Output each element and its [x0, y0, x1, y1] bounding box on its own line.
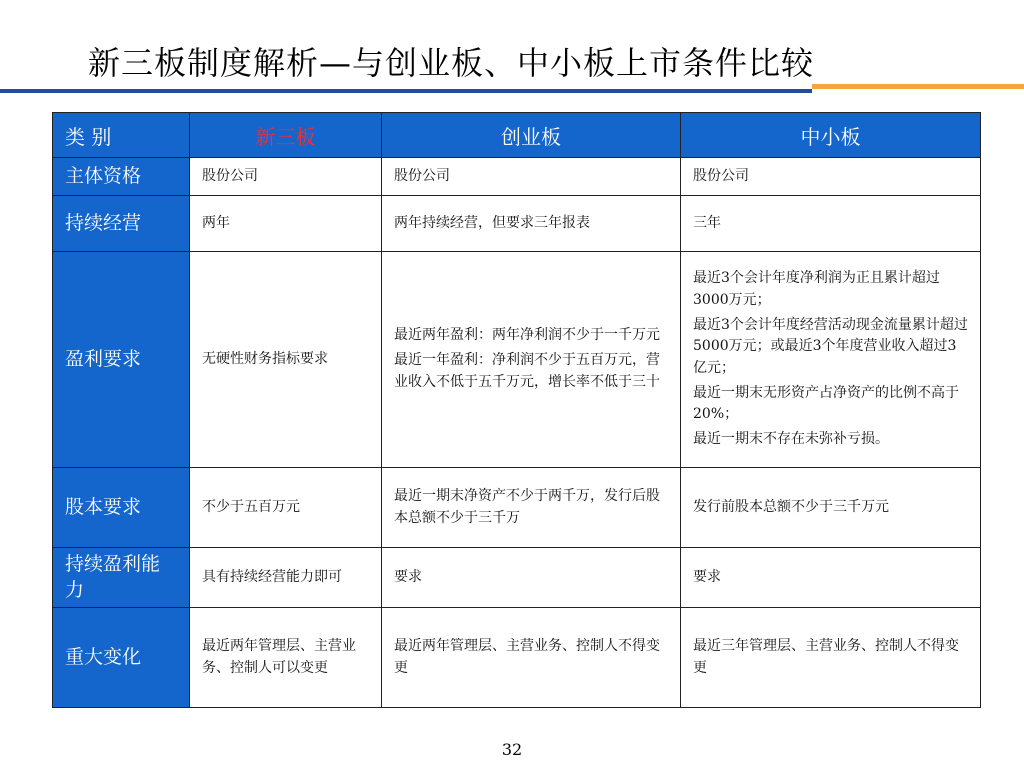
table-row: [53, 548, 981, 608]
table-row: [53, 196, 981, 252]
table-cell: [681, 608, 981, 708]
cell-text: 最近3个会计年度净利润为正且累计超过3000万元；: [693, 270, 940, 308]
table-cell: [681, 468, 981, 548]
table-cell: [681, 158, 981, 196]
cell-text: 具有持续经营能力即可: [202, 568, 342, 585]
cell-text: 最近两年盈利：两年净利润不少于一千万元: [394, 327, 660, 344]
table-cell: [382, 252, 681, 468]
row-header: 股本要求: [53, 468, 190, 548]
page-number: 32: [501, 740, 523, 759]
title-rule-orange: [812, 84, 1024, 89]
table-cell: [190, 468, 382, 548]
row-header: 重大变化: [53, 608, 190, 708]
column-header-chinext: 创业板: [382, 113, 681, 158]
row-header: 盈利要求: [53, 252, 190, 468]
table-cell: [382, 196, 681, 252]
table-row: [53, 468, 981, 548]
table-row: [53, 608, 981, 708]
title-rule-blue: [0, 89, 812, 93]
column-header-neeq: 新三板: [190, 113, 382, 158]
cell-text: 三年: [693, 214, 721, 231]
comparison-table: [52, 112, 981, 708]
table-cell: [382, 158, 681, 196]
table-cell: [382, 608, 681, 708]
table-row: [53, 158, 981, 196]
table-header-row: [53, 113, 981, 158]
cell-text: 股份公司: [202, 167, 258, 184]
cell-text: 最近一年盈利：净利润不少于五百万元，营业收入不低于五千万元，增长率不低于三十: [394, 352, 660, 390]
cell-text: 最近两年管理层、主营业务、控制人不得变更: [394, 638, 660, 676]
cell-text: 两年: [202, 214, 230, 231]
table-cell: [190, 158, 382, 196]
table-cell: [190, 608, 382, 708]
cell-text: 要求: [693, 568, 721, 585]
cell-text: 最近两年管理层、主营业务、控制人可以变更: [202, 638, 356, 676]
table-cell: [681, 548, 981, 608]
cell-text: 最近3个会计年度经营活动现金流量累计超过5000万元；或最近3个年度营业收入超过3亿元；: [693, 316, 968, 376]
table-cell: [190, 548, 382, 608]
table-cell: [190, 196, 382, 252]
cell-text: 股份公司: [394, 167, 450, 184]
cell-text: 最近三年管理层、主营业务、控制人不得变更: [693, 638, 959, 676]
cell-text: 不少于五百万元: [202, 498, 300, 515]
cell-text: 最近一期末净资产不少于两千万，发行后股本总额不少于三千万: [394, 487, 660, 526]
cell-text: 最近一期末无形资产占净资产的比例不高于20%；: [693, 384, 959, 423]
cell-text: 无硬性财务指标要求: [202, 350, 328, 367]
cell-text: 要求: [394, 568, 422, 585]
cell-text: 两年持续经营，但要求三年报表: [394, 214, 590, 231]
row-header: 持续经营: [53, 196, 190, 252]
cell-text: 最近一期末不存在未弥补亏损。: [693, 431, 889, 448]
column-header-sme-board: 中小板: [681, 113, 981, 158]
table-cell: [681, 196, 981, 252]
page-title: 新三板制度解析—与创业板、中小板上市条件比较: [88, 44, 815, 82]
table-cell: [681, 252, 981, 468]
row-header: 主体资格: [53, 158, 190, 196]
cell-text: 股份公司: [693, 167, 749, 184]
cell-text: 发行前股本总额不少于三千万元: [693, 498, 889, 515]
table-cell: [382, 468, 681, 548]
column-header-category: 类 别: [53, 113, 190, 158]
table-cell: [382, 548, 681, 608]
table-row: [53, 252, 981, 468]
table-cell: [190, 252, 382, 468]
row-header: 持续盈利能力: [53, 548, 190, 608]
